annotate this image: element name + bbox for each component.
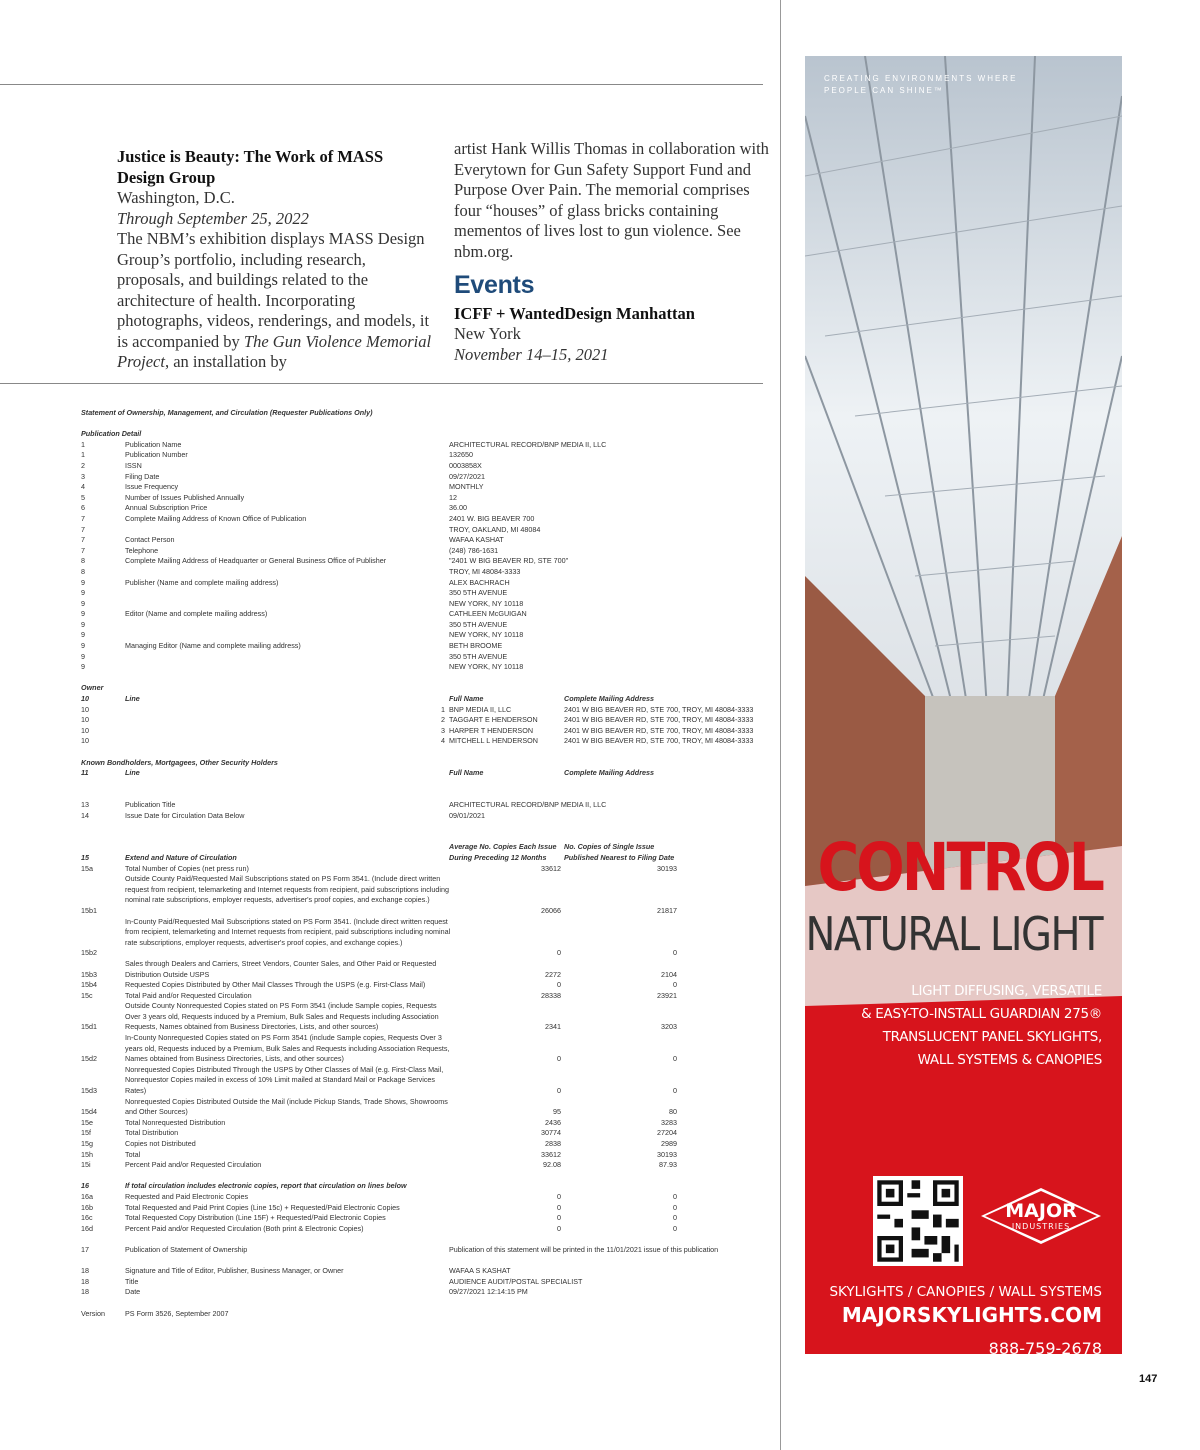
exhibit-title: Justice is Beauty: The Work of MASS Design Group	[117, 147, 384, 187]
circulation-row: 15d3 Nonrequested Copies Distributed Through the USPS by Other Classes of Mail (e.g. First-Class Mail, Nonrequestor Copies mailed in excess of 10% Limit mailed at Standard Mail or Package Services Rates) 0 0	[81, 1064, 677, 1096]
exhibit-body-continued: artist Hank Willis Thomas in collaboration with Everytown for Gun Safety Support Fund and Purpose Over Pain. The memorial comprises four “houses” of glass bricks containing mementos of lives lost to gun violence. See nbm.org.	[454, 139, 769, 261]
exhibit-location: Washington, D.C.	[117, 188, 235, 207]
mid-rule	[0, 383, 763, 384]
publication-detail-row: 3 Filing Date 09/27/2021	[81, 471, 485, 481]
ad-categories: SKYLIGHTS / CANOPIES / WALL SYSTEMS	[829, 1284, 1102, 1300]
page-number: 147	[1139, 1373, 1158, 1385]
publication-detail-row: 8 TROY, MI 48084-3333	[81, 566, 521, 576]
circulation-row: 15g Copies not Distributed 2838 2989	[81, 1139, 677, 1149]
electronic-copies-heading: 16 If total circulation includes electronic copies, report that circulation on lines below	[81, 1181, 407, 1191]
publication-detail-row: 7 Complete Mailing Address of Known Office of Publication 2401 W. BIG BEAVER 700	[81, 513, 535, 523]
column-divider	[780, 0, 781, 1450]
publication-title-row: 13 Publication Title ARCHITECTURAL RECORD/BNP MEDIA II, LLC	[81, 799, 607, 809]
circulation-row: 15d1 Outside County Nonrequested Copies stated on PS Form 3541 (include Sample copies, Requests Over 3 years old, Requests induced by a Premium, Bulk Sales and Requests including Association Requests, Names obtained from Business Directories, Lists, and other sources) 2341 3203	[81, 1001, 677, 1032]
signature-row: 18 Title AUDIENCE AUDIT/POSTAL SPECIALIST	[81, 1276, 583, 1286]
major-industries-logo	[979, 1186, 1103, 1246]
electronic-copies-row: 16b Total Requested and Paid Print Copies (Line 15c) + Requested/Paid Electronic Copies 0 0	[81, 1202, 677, 1212]
circulation-row: 15e Total Nonrequested Distribution 2436 3283	[81, 1117, 677, 1127]
publication-detail-row: 8 Complete Mailing Address of Headquarter or General Business Office of Publisher "2401 W BIG BEAVER RD, STE 700"	[81, 556, 569, 566]
circulation-row: 15b2 In-County Paid/Requested Mail Subscriptions stated on PS Form 3541. (Include direct written request from recipient, telemarketing and Internet requests from recipient, paid subscriptions including nominal rate subscriptions, employer requests, advertiser's proof copies, and exchange copies.) 0 0	[81, 916, 677, 958]
top-rule	[0, 84, 763, 85]
circulation-column-header-1: Average No. Copies Each Issue No. Copies of Single Issue	[449, 842, 655, 852]
circulation-row: 15b4 Requested Copies Distributed by Other Mail Classes Through the USPS (e.g. First-Class Mail) 0 0	[81, 980, 677, 990]
circulation-row: 15d2 In-County Nonrequested Copies stated on PS Form 3541 (include Sample copies, Requests Over 3 years old, Requests induced by a Premium, Bulk Sales and Requests including Association Requests, Names obtained from Business Directories, Lists, and other sources) 0 0	[81, 1033, 677, 1064]
publication-detail-row: 9 350 5TH AVENUE	[81, 588, 508, 598]
publication-detail-row: 9 350 5TH AVENUE	[81, 651, 508, 661]
bondholders-heading: Known Bondholders, Mortgagees, Other Security Holders	[81, 757, 278, 767]
signature-row: 18 Date 09/27/2021 12:14:15 PM	[81, 1287, 528, 1297]
major-industries-advertisement	[805, 56, 1122, 1354]
publication-detail-row: 9 NEW YORK, NY 10118	[81, 598, 524, 608]
publication-detail-heading: Publication Detail	[81, 429, 142, 439]
owner-row: 10 4 MITCHELL L HENDERSON 2401 W BIG BEAVER RD, STE 700, TROY, MI 48084-3333	[81, 736, 754, 746]
events-heading: Events	[454, 271, 535, 299]
exhibit-body: The NBM’s exhibition displays MASS Design Group’s portfolio, including research, proposals, and buildings related to the architecture of health. Incorporating photographs, videos, renderings, and models, it is accompanied by The Gun Violence Memorial Project, an installation by	[117, 229, 432, 371]
publication-detail-row: 4 Issue Frequency MONTHLY	[81, 482, 484, 492]
signature-row: 18 Signature and Title of Editor, Publisher, Business Manager, or Owner WAFAA S KASHAT	[81, 1266, 511, 1276]
ad-headline-control: CONTROL	[817, 830, 1102, 906]
publication-detail-row: 9 NEW YORK, NY 10118	[81, 630, 524, 640]
electronic-copies-row: 16d Percent Paid and/or Requested Circulation (Both print & Electronic Copies) 0 0	[81, 1223, 677, 1233]
electronic-copies-row: 16c Total Requested Copy Distribution (Line 15F) + Requested/Paid Electronic Copies 0 0	[81, 1213, 677, 1223]
electronic-copies-row: 16a Requested and Paid Electronic Copies 0 0	[81, 1192, 677, 1202]
publication-detail-row: 9 Publisher (Name and complete mailing address) ALEX BACHRACH	[81, 577, 510, 587]
exhibit-listing	[117, 147, 432, 373]
owner-heading: Owner	[81, 683, 104, 693]
publication-detail-row: 7 Contact Person WAFAA KASHAT	[81, 535, 504, 545]
circulation-row: 15h Total 33612 30193	[81, 1149, 677, 1159]
bondholders-column-headers: 11 Line Full Name Complete Mailing Address	[81, 768, 654, 778]
publication-detail-row: 7 Telephone (248) 786-1631	[81, 545, 499, 555]
publication-detail-row: 2 ISSN 0003858X	[81, 460, 482, 470]
ad-headline-natural-light: NATURAL LIGHT	[805, 908, 1102, 962]
ad-description: LIGHT DIFFUSING, VERSATILE & EASY-TO-INSTALL GUARDIAN 275® TRANSLUCENT PANEL SKYLIGHTS, WALL SYSTEMS & CANOPIES	[861, 983, 1102, 1068]
publication-detail-row: 6 Annual Subscription Price 36.00	[81, 503, 467, 513]
circulation-row: 15b1 Outside County Paid/Requested Mail Subscriptions stated on PS Form 3541. (Include direct written request from recipient, telemarketing and Internet requests from recipient, paid subscriptions including nominal rate subscriptions, employer requests, advertiser's proof copies, and exchange copies.) 26066 21817	[81, 874, 677, 915]
publication-detail-row: 9 Editor (Name and complete mailing address) CATHLEEN McGUIGAN	[81, 609, 527, 619]
statement-publication-row: 17 Publication of Statement of Ownership Publication of this statement will be printed in the 11/01/2021 issue of this publication	[81, 1244, 719, 1254]
article-column-2	[454, 139, 769, 365]
publication-detail-row: 5 Number of Issues Published Annually 12	[81, 492, 457, 502]
publication-title-row: 14 Issue Date for Circulation Data Below 09/01/2021	[81, 810, 485, 820]
publication-detail-row: 1 Publication Name ARCHITECTURAL RECORD/BNP MEDIA II, LLC	[81, 439, 607, 449]
publication-detail-row: 9 Managing Editor (Name and complete mailing address) BETH BROOME	[81, 641, 503, 651]
publication-detail-row: 9 NEW YORK, NY 10118	[81, 662, 524, 672]
owner-row: 10 3 HARPER T HENDERSON 2401 W BIG BEAVER RD, STE 700, TROY, MI 48084-3333	[81, 725, 754, 735]
circulation-row: 15a Total Number of Copies (net press run) 33612 30193	[81, 863, 677, 873]
event-title: ICFF + WantedDesign Manhattan	[454, 303, 695, 323]
publication-detail-row: 1 Publication Number 132650	[81, 450, 473, 460]
ad-tagline: CREATING ENVIRONMENTS WHERE PEOPLE CAN SHINE™	[824, 74, 1018, 95]
ad-website-link[interactable]: MAJORSKYLIGHTS.COM	[841, 1303, 1102, 1327]
circulation-column-header-2: 15 Extend and Nature of Circulation During Preceding 12 Months Published Nearest to Filing Date	[81, 852, 675, 862]
qr-code-icon[interactable]	[873, 1176, 963, 1266]
owner-column-headers: 10 Line Full Name Complete Mailing Address	[81, 694, 654, 704]
exhibit-dates: Through September 25, 2022	[117, 208, 309, 228]
publication-detail-row: 7 TROY, OAKLAND, MI 48084	[81, 524, 541, 534]
owner-row: 10 1 BNP MEDIA II, LLC 2401 W BIG BEAVER RD, STE 700, TROY, MI 48084-3333	[81, 704, 754, 714]
ad-phone-number[interactable]: 888-759-2678	[988, 1339, 1102, 1354]
svg-text:MAJOR: MAJOR	[1005, 1200, 1077, 1222]
circulation-row: 15i Percent Paid and/or Requested Circulation 92.08 87.93	[81, 1160, 677, 1170]
publication-detail-row: 9 350 5TH AVENUE	[81, 619, 508, 629]
owner-row: 10 2 TAGGART E HENDERSON 2401 W BIG BEAVER RD, STE 700, TROY, MI 48084-3333	[81, 715, 754, 725]
svg-text:INDUSTRIES: INDUSTRIES	[1011, 1222, 1071, 1231]
circulation-row: 15f Total Distribution 30774 27204	[81, 1128, 677, 1138]
circulation-row: 15b3 Sales through Dealers and Carriers, Street Vendors, Counter Sales, and Other Paid or Requested Distribution Outside USPS 2272 2104	[81, 958, 677, 979]
circulation-row: 15c Total Paid and/or Requested Circulation 28338 23921	[81, 990, 677, 1000]
event-location: New York	[454, 324, 521, 343]
ownership-statement-form	[81, 408, 771, 1319]
version-row: Version PS Form 3526, September 2007	[81, 1308, 229, 1318]
circulation-row: 15d4 Nonrequested Copies Distributed Outside the Mail (include Pickup Stands, Trade Shows, Showrooms and Other Sources) 95 80	[81, 1096, 677, 1117]
form-title: Statement of Ownership, Management, and Circulation (Requester Publications Only)	[81, 408, 373, 417]
event-dates: November 14–15, 2021	[454, 344, 609, 364]
